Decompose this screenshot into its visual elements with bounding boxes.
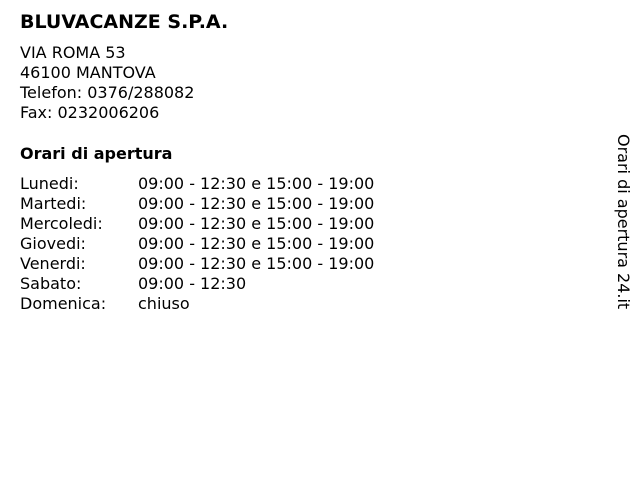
hours-row-venerdi bbox=[20, 254, 374, 274]
address-block bbox=[20, 43, 194, 123]
time-value: 09:00 - 12:30 bbox=[138, 274, 247, 293]
address-city: 46100 MANTOVA bbox=[20, 63, 156, 82]
opening-hours-table bbox=[20, 174, 374, 314]
day-label: Mercoledi: bbox=[20, 214, 103, 233]
hours-row-domenica bbox=[20, 294, 374, 314]
day-label: Martedi: bbox=[20, 194, 87, 213]
time-value: chiuso bbox=[138, 294, 190, 313]
address-street: VIA ROMA 53 bbox=[20, 43, 126, 62]
day-label: Lunedi: bbox=[20, 174, 79, 193]
day-label: Sabato: bbox=[20, 274, 82, 293]
time-value: 09:00 - 12:30 e 15:00 - 19:00 bbox=[138, 214, 375, 233]
day-label: Giovedi: bbox=[20, 234, 86, 253]
opening-hours-title: Orari di apertura bbox=[20, 144, 173, 163]
hours-row-sabato bbox=[20, 274, 374, 294]
time-value: 09:00 - 12:30 e 15:00 - 19:00 bbox=[138, 234, 375, 253]
address-phone: Telefon: 0376/288082 bbox=[20, 83, 195, 102]
hours-row-lunedi bbox=[20, 174, 374, 194]
day-label: Domenica: bbox=[20, 294, 107, 313]
hours-row-mercoledi bbox=[20, 214, 374, 234]
hours-row-giovedi bbox=[20, 234, 374, 254]
company-name: BLUVACANZE S.P.A. bbox=[20, 11, 229, 33]
time-value: 09:00 - 12:30 e 15:00 - 19:00 bbox=[138, 254, 375, 273]
day-label: Venerdi: bbox=[20, 254, 86, 273]
hours-row-martedi bbox=[20, 194, 374, 214]
time-value: 09:00 - 12:30 e 15:00 - 19:00 bbox=[138, 194, 375, 213]
address-fax: Fax: 0232006206 bbox=[20, 103, 160, 122]
time-value: 09:00 - 12:30 e 15:00 - 19:00 bbox=[138, 174, 375, 193]
watermark-container bbox=[613, 134, 633, 308]
site-watermark: Orari di apertura 24.it bbox=[614, 134, 633, 310]
